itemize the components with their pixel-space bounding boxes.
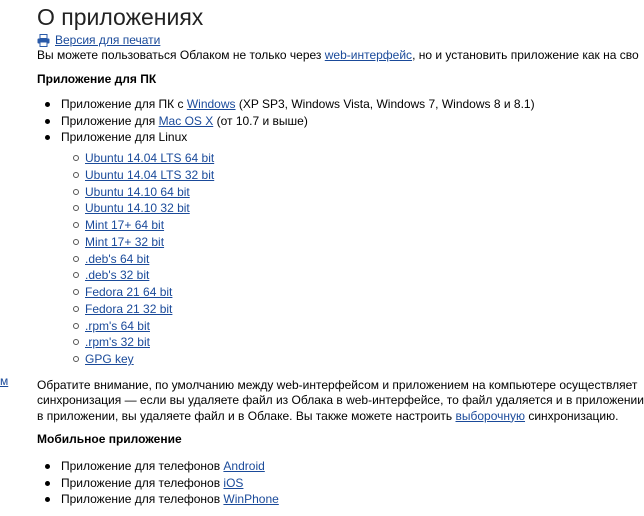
print-version-link[interactable]: Версия для печати xyxy=(55,33,161,47)
intro-text xyxy=(37,48,639,63)
ios-link[interactable]: iOS xyxy=(223,475,244,490)
ubuntu-1410-32-link[interactable]: Ubuntu 14.10 32 bit xyxy=(85,201,190,216)
item-text-suffix: (от 10.7 и выше) xyxy=(213,113,308,128)
web-interface-link[interactable]: web-интерфейс xyxy=(324,48,413,62)
left-nav-fragment-link[interactable]: м xyxy=(0,374,9,388)
linux-downloads-list xyxy=(73,150,214,368)
list-item-ios xyxy=(37,475,279,492)
fedora-32-link[interactable]: Fedora 21 32 bit xyxy=(85,301,173,316)
list-item-android xyxy=(37,458,279,475)
linux-download-item xyxy=(73,284,214,301)
ubuntu-1410-64-link[interactable]: Ubuntu 14.10 64 bit xyxy=(85,184,190,199)
linux-download-item xyxy=(73,184,214,201)
printer-icon xyxy=(37,34,50,47)
list-item-macos xyxy=(37,113,535,130)
linux-download-item xyxy=(73,234,214,251)
linux-download-item xyxy=(73,351,214,368)
ubuntu-1404-64-link[interactable]: Ubuntu 14.04 LTS 64 bit xyxy=(85,151,215,165)
item-text: Приложение для телефонов xyxy=(61,459,224,473)
rpm-64-link[interactable]: .rpm's 64 bit xyxy=(85,318,150,333)
intro-text-start: Вы можете пользоваться Облаком не только через xyxy=(37,48,325,62)
linux-download-item xyxy=(73,301,214,318)
sync-note-text-end: синхронизацию. xyxy=(525,408,619,423)
winphone-link[interactable]: WinPhone xyxy=(223,492,279,506)
item-text: Приложение для телефонов xyxy=(61,475,224,490)
list-item-windows xyxy=(37,96,535,113)
linux-download-item xyxy=(73,334,214,351)
sync-note-line: Обратите внимание, по умолчанию между web-интерфейсом и приложением на компьютере осуществляет xyxy=(37,378,638,392)
intro-text-end: , но и установить приложение как на сво xyxy=(412,48,639,62)
sync-note xyxy=(37,378,644,424)
pc-app-list xyxy=(37,96,535,146)
sync-note-line: синхронизация — если вы удаляете файл из Облака в web-интерфейсе, то файл удаляется и в приложении xyxy=(37,393,644,408)
print-version-row xyxy=(37,32,160,48)
deb-32-link[interactable]: .deb's 32 bit xyxy=(85,268,150,283)
item-text: Приложение для телефонов xyxy=(61,492,224,506)
list-item-linux xyxy=(37,129,535,146)
deb-64-link[interactable]: .deb's 64 bit xyxy=(85,251,150,266)
item-text: Приложение для ПК с xyxy=(61,97,187,111)
linux-download-item xyxy=(73,200,214,217)
mint-64-link[interactable]: Mint 17+ 64 bit xyxy=(85,218,165,232)
sync-note-text: в приложении, вы удаляете файл и в Облаке. Вы также можете настроить xyxy=(37,408,456,423)
macos-link[interactable]: Mac OS X xyxy=(158,113,214,128)
list-item-winphone xyxy=(37,491,279,508)
mint-32-link[interactable]: Mint 17+ 32 bit xyxy=(85,234,165,249)
linux-download-item xyxy=(73,167,214,184)
fedora-64-link[interactable]: Fedora 21 64 bit xyxy=(85,285,173,299)
linux-download-item xyxy=(73,251,214,268)
android-link[interactable]: Android xyxy=(223,459,265,473)
page-title: О приложениях xyxy=(37,4,204,30)
pc-section-heading: Приложение для ПК xyxy=(37,72,157,86)
item-text: Приложение для Linux xyxy=(61,130,188,144)
mobile-section-heading: Мобильное приложение xyxy=(37,432,182,446)
linux-download-item xyxy=(73,318,214,335)
mobile-app-list xyxy=(37,458,279,508)
gpg-key-link[interactable]: GPG key xyxy=(85,352,134,366)
windows-link[interactable]: Windows xyxy=(186,97,236,111)
linux-download-item xyxy=(73,150,214,167)
sync-note-line xyxy=(37,408,619,424)
item-text: Приложение для xyxy=(61,113,159,128)
ubuntu-1404-32-link[interactable]: Ubuntu 14.04 LTS 32 bit xyxy=(85,167,215,182)
rpm-32-link[interactable]: .rpm's 32 bit xyxy=(85,335,150,350)
selective-sync-link[interactable]: выборочную xyxy=(455,408,526,423)
item-text-suffix: (XP SP3, Windows Vista, Windows 7, Windows 8 и 8.1) xyxy=(235,97,535,111)
linux-download-item xyxy=(73,267,214,284)
linux-download-item xyxy=(73,217,214,234)
